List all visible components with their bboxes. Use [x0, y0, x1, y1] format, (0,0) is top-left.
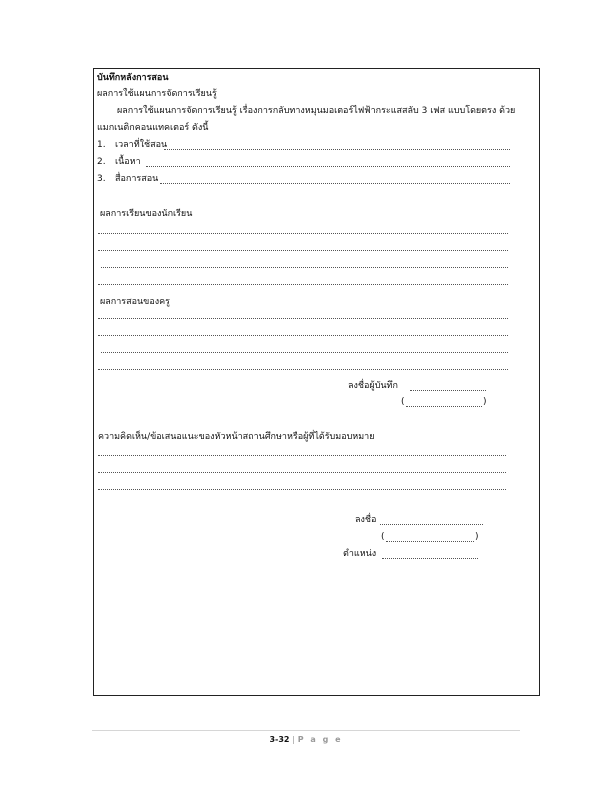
supervisor-comment-label: ความคิดเห็น/ข้อเสนอแนะของหัวหน้าสถานศึกษาหรือผู้ที่ได้รับมอบหมาย — [98, 432, 375, 442]
recorder-paren-close: ) — [483, 397, 487, 407]
teacher-result-label: ผลการสอนของครู — [100, 297, 170, 307]
student-result-line-3 — [101, 267, 508, 268]
position-label: ตำแหน่ง — [343, 549, 377, 559]
plan-result-text-line1: ผลการใช้แผนการจัดการเรียนรู้ เรื่องการกลับทางหมุนมอเตอร์ไฟฟ้ากระแสสลับ 3 เฟส แบบโดยตรง ด้วย — [117, 106, 516, 116]
supervisor-paren-close: ) — [475, 532, 479, 542]
recorder-name-line — [406, 406, 482, 407]
supervisor-name-line — [386, 541, 474, 542]
teacher-result-line-3 — [101, 352, 508, 353]
record-frame — [93, 68, 540, 696]
supervisor-signature-line — [380, 524, 483, 525]
teacher-result-line-2 — [98, 335, 508, 336]
footer-separator: | — [292, 735, 295, 744]
record-heading: บันทึกหลังการสอน — [97, 73, 169, 83]
page-number: 3-32 — [269, 735, 290, 744]
teacher-result-line-1 — [98, 318, 508, 319]
item-1-fill-line — [164, 149, 510, 150]
item-2-fill-line — [146, 166, 510, 167]
page-word: P a g e — [297, 735, 343, 744]
supervisor-signature-label: ลงชื่อ — [355, 515, 377, 525]
item-3-number: 3. — [97, 174, 106, 184]
plan-result-text-line2: แมกเนติกคอนแทคเตอร์ ดังนี้ — [97, 123, 209, 133]
item-3-fill-line — [160, 183, 510, 184]
student-result-line-1 — [98, 233, 508, 234]
item-2-label: เนื้อหา — [115, 157, 141, 167]
supervisor-comment-line-3 — [98, 489, 506, 490]
plan-result-label: ผลการใช้แผนการจัดการเรียนรู้ — [97, 89, 217, 99]
recorder-paren-open: ( — [401, 397, 405, 407]
student-result-line-2 — [98, 250, 508, 251]
item-2-number: 2. — [97, 157, 106, 167]
supervisor-comment-line-1 — [98, 455, 506, 456]
supervisor-comment-line-2 — [98, 472, 506, 473]
position-line — [382, 558, 478, 559]
student-result-line-4 — [98, 284, 508, 285]
page-footer — [0, 735, 612, 744]
item-1-number: 1. — [97, 140, 106, 150]
student-result-label: ผลการเรียนของนักเรียน — [100, 209, 193, 219]
recorder-signature-label: ลงชื่อผู้บันทึก — [348, 381, 398, 391]
footer-divider — [92, 730, 520, 731]
item-1-label: เวลาที่ใช้สอน — [115, 140, 168, 150]
teacher-result-line-4 — [98, 369, 508, 370]
item-3-label: สื่อการสอน — [115, 174, 159, 184]
recorder-signature-line — [410, 390, 486, 391]
supervisor-paren-open: ( — [381, 532, 385, 542]
